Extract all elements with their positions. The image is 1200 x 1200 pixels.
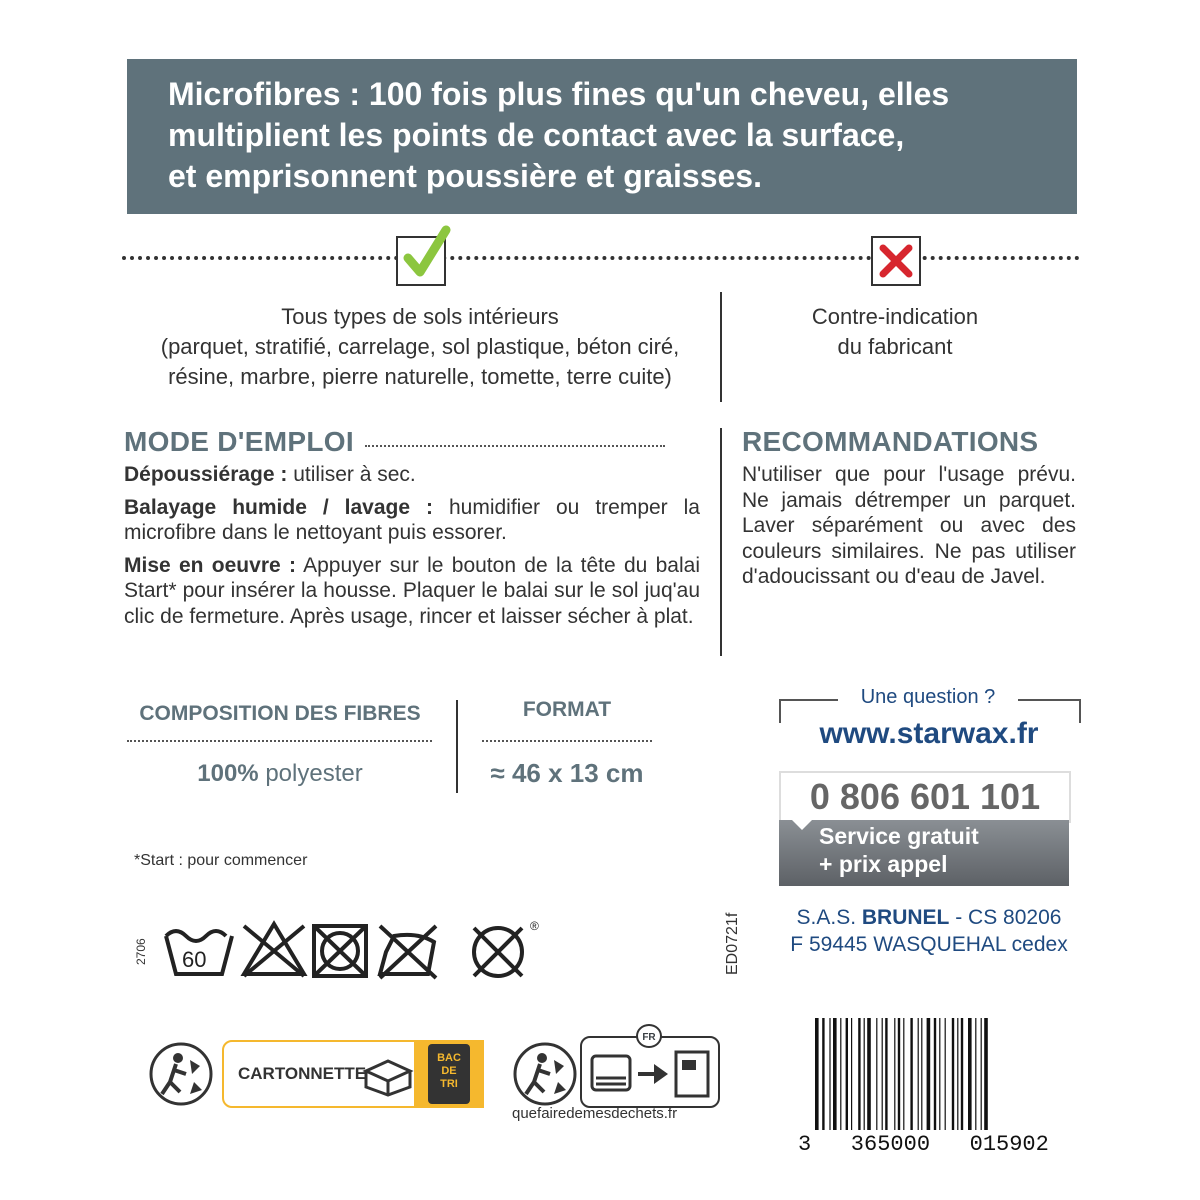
address-line: F 59445 WASQUEHAL cedex — [790, 933, 1068, 956]
dotted-separator — [122, 256, 1080, 260]
recycling-website[interactable]: quefairedemesdechets.fr — [512, 1105, 678, 1122]
code-2706: 2706 — [134, 938, 148, 965]
edition-code: ED0721f — [724, 912, 741, 975]
barcode-bar — [829, 1018, 830, 1130]
barcode-bar — [903, 1018, 904, 1130]
contra-line-1: Contre-indication — [811, 304, 979, 329]
no-dry-clean-icon — [474, 928, 522, 976]
banner-line-1: Microfibres : 100 fois plus fines qu'un cheveu, elles — [168, 76, 950, 112]
mode-emploi-body — [124, 462, 700, 636]
barcode-bar — [945, 1018, 946, 1130]
cartonnette-label: CARTONNETTE — [238, 1064, 367, 1083]
suitable-floors — [120, 302, 720, 392]
service-notch — [790, 818, 814, 830]
barcode-bar — [867, 1018, 871, 1130]
barcode-bar — [961, 1018, 963, 1130]
service-badge — [779, 820, 1069, 886]
banner-line-2: multiplient les points de contact avec la surface, — [168, 117, 905, 153]
barcode-bar — [952, 1018, 954, 1130]
format-dots — [482, 740, 652, 742]
composition-dots — [127, 740, 432, 742]
barcode-bar — [858, 1018, 860, 1130]
barcode-bar — [851, 1018, 852, 1130]
vertical-divider-2 — [720, 428, 722, 656]
barcode-bar — [898, 1018, 900, 1130]
barcode-bar — [815, 1018, 819, 1130]
care-symbols — [160, 912, 540, 984]
bac-line-3: TRI — [440, 1078, 458, 1090]
instruction-setup: Mise en oeuvre : Appuyer sur le bouton de la tête du balai Start* pour insérer la housse. Plaquer le balai sur le sol juq'au clic de fermeture. Après usage, rincer et laisser sécher à plat. — [124, 553, 700, 628]
banner-text — [168, 74, 1048, 197]
composition-value: 100% polyester — [197, 760, 363, 787]
barcode-bar — [968, 1018, 972, 1130]
format-title: FORMAT — [522, 698, 612, 721]
barcode-bar — [885, 1018, 887, 1130]
barcode-bar — [840, 1018, 841, 1130]
triman-logo-icon-2 — [510, 1038, 580, 1110]
barcode-bar — [984, 1018, 988, 1130]
barcode-bar — [882, 1018, 883, 1130]
barcode-bar — [939, 1018, 940, 1130]
company-line: S.A.S. BRUNEL - CS 80206 — [796, 906, 1062, 929]
company-address — [779, 904, 1079, 958]
vertical-divider — [720, 292, 722, 402]
barcode-bar — [846, 1018, 848, 1130]
service-line-2: + prix appel — [819, 851, 948, 877]
barcode-bar — [981, 1018, 982, 1130]
mode-emploi-title: MODE D'EMPLOI — [124, 426, 354, 457]
barcode-bar — [975, 1018, 976, 1130]
phone-number: 0 806 601 101 — [779, 771, 1071, 823]
suitable-line-2: (parquet, stratifié, carrelage, sol plastique, béton ciré, — [160, 334, 680, 359]
barcode-bar — [910, 1018, 912, 1130]
recommandations-title: RECOMMANDATIONS — [742, 426, 1039, 457]
box-icon — [360, 1053, 416, 1097]
footnote: *Start : pour commencer — [134, 852, 308, 869]
question-label: Une question ? — [838, 686, 1018, 709]
barcode-bar — [876, 1018, 877, 1130]
barcode-bar — [918, 1018, 919, 1130]
composition-title: COMPOSITION DES FIBRES — [139, 702, 421, 725]
wash-temp: 60 — [182, 947, 207, 972]
no-iron-icon — [380, 926, 436, 978]
registered-mark: ® — [530, 919, 539, 933]
mode-emploi-dots — [365, 445, 665, 447]
contra-line-2: du fabricant — [837, 334, 953, 359]
barcode-bar — [894, 1018, 895, 1130]
barcode-bar — [864, 1018, 865, 1130]
wash-60-icon — [166, 931, 232, 974]
contra-indication — [770, 302, 1020, 362]
barcode-digits: 3 365000 015902 — [798, 1132, 1049, 1157]
fr-badge: FR — [636, 1024, 662, 1048]
instruction-wet-sweep: Balayage humide / lavage : humidifier ou tremper la microfibre dans le nettoyant puis essorer. — [124, 495, 700, 544]
bac-de-tri-icon — [428, 1044, 470, 1104]
banner-line-3: et emprisonnent poussière et graisses. — [168, 158, 762, 194]
service-line-1: Service gratuit — [819, 823, 979, 849]
barcode-bar — [957, 1018, 958, 1130]
barcode-bar — [921, 1018, 922, 1130]
barcode-bar — [927, 1018, 931, 1130]
barcode-bar — [822, 1018, 824, 1130]
recommandations-body: N'utiliser que pour l'usage prévu. Ne jamais détremper un parquet. Laver séparément ou avec des couleurs similaires. Ne pas utiliser d'adoucissant ou d'eau de Javel. — [742, 463, 1076, 588]
website-link[interactable]: www.starwax.fr — [819, 717, 1039, 750]
bac-line-1: BAC — [437, 1052, 461, 1064]
cross-icon — [873, 238, 919, 284]
barcode-bar — [934, 1018, 936, 1130]
spec-divider — [456, 700, 458, 793]
instruction-dusting: Dépoussiérage : utiliser à sec. — [124, 463, 416, 486]
suitable-line-3: résine, marbre, pierre naturelle, tomette, terre cuite) — [168, 364, 672, 389]
barcode — [815, 1018, 1033, 1133]
format-value: ≈ 46 x 13 cm — [490, 758, 644, 788]
cross-box — [871, 236, 921, 286]
textile-container-icon — [588, 1046, 716, 1102]
no-tumble-dry-icon — [314, 926, 366, 976]
triman-logo-icon — [146, 1038, 216, 1110]
check-icon — [396, 224, 456, 284]
bac-line-2: DE — [441, 1065, 457, 1077]
barcode-bar — [833, 1018, 837, 1130]
check-box — [396, 236, 446, 286]
suitable-line-1: Tous types de sols intérieurs — [281, 304, 559, 329]
no-bleach-icon — [244, 924, 304, 976]
